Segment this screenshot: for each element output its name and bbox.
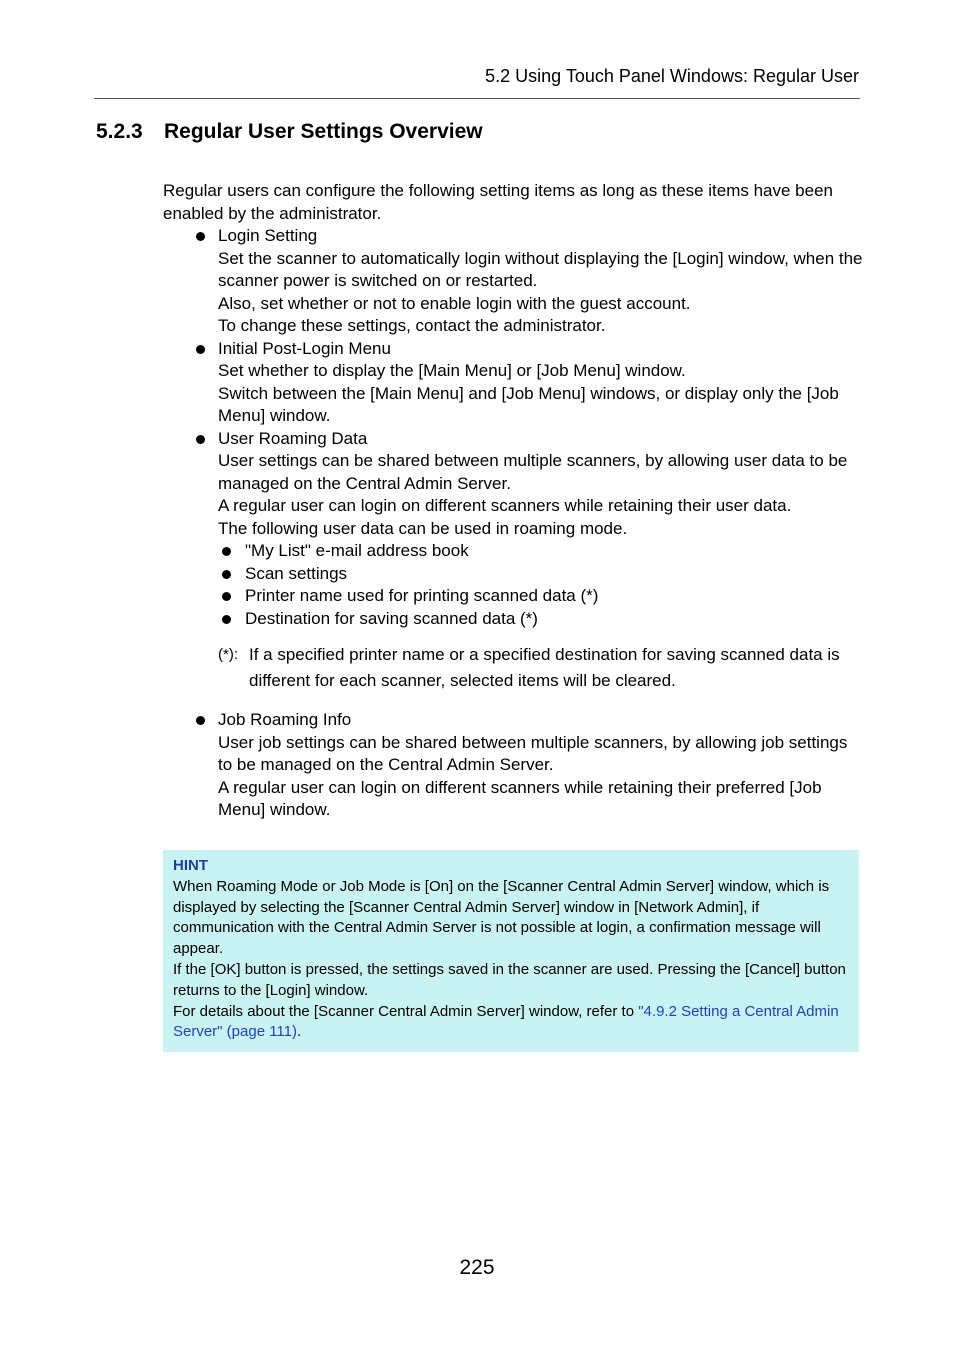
hint-box	[163, 850, 859, 1052]
bullet-icon	[222, 592, 231, 601]
section-heading	[96, 118, 483, 146]
settings-list	[163, 225, 863, 822]
item-title: Job Roaming Info	[218, 710, 352, 729]
section-title: Regular User Settings Overview	[164, 120, 483, 143]
hint-reference-suffix: .	[297, 1023, 302, 1041]
bullet-icon	[222, 547, 231, 556]
item-title: User Roaming Data	[218, 428, 368, 448]
item-paragraph: The following user data can be used in roaming mode.	[218, 518, 628, 538]
item-paragraph: User settings can be shared between multiple scanners, by allowing user data to be managed on the Central Admin Server.	[218, 451, 848, 493]
hint-reference-prefix: For details about the [Scanner Central Admin Server] window, refer to	[173, 1002, 639, 1020]
footnote-text: If a specified printer name or a specified destination for saving scanned data is different for each scanner, selected items will be cleared.	[249, 645, 840, 690]
sublist-item	[218, 585, 863, 608]
sublist-item	[218, 608, 863, 631]
item-paragraph: To change these settings, contact the administrator.	[218, 316, 606, 335]
hint-paragraph: When Roaming Mode or Job Mode is [On] on the [Scanner Central Admin Server] window, which is displayed by selecting the [Scanner Central Admin Server] window in [Network Admin], if communication with the Central Admin Server is not possible at login, a confirmation message will appear.	[173, 877, 830, 958]
bullet-icon	[196, 435, 205, 444]
item-paragraph: A regular user can login on different scanners while retaining their user data.	[218, 496, 792, 515]
hint-paragraph: If the [OK] button is pressed, the settings saved in the scanner are used. Pressing the [Cancel] button returns to the [Login] window.	[173, 960, 846, 999]
list-item-job-roaming-info	[163, 709, 863, 822]
list-item-login-setting	[163, 225, 863, 338]
item-paragraph: Set the scanner to automatically login without displaying the [Login] window, when the scanner power is switched on or restarted.	[218, 248, 863, 290]
item-title: Login Setting	[218, 226, 318, 245]
list-item-initial-post-login-menu	[163, 338, 863, 428]
bullet-icon	[222, 615, 231, 624]
section-number: 5.2.3	[96, 120, 143, 143]
roaming-data-sublist	[218, 540, 863, 630]
footnote	[218, 642, 863, 694]
bullet-icon	[222, 570, 231, 579]
reference-link[interactable]: "4.9.2 Setting a Central Admin Server" (page 111)	[173, 1002, 839, 1041]
item-title: Initial Post-Login Menu	[218, 338, 391, 358]
item-paragraph: Set whether to display the [Main Menu] or [Job Menu] window.	[218, 361, 686, 380]
list-item-user-roaming-data	[163, 428, 863, 695]
hint-reference	[173, 1002, 849, 1044]
sublist-item	[218, 540, 863, 563]
hint-title: HINT	[173, 857, 208, 874]
sublist-item	[218, 563, 863, 586]
sublist-item-text: Printer name used for printing scanned data (*)	[245, 586, 599, 605]
item-paragraph: A regular user can login on different scanners while retaining their preferred [Job Menu] window.	[218, 777, 822, 819]
header-divider	[94, 98, 860, 99]
intro-paragraph: Regular users can configure the following setting items as long as these items have been enabled by the administrator.	[163, 181, 833, 223]
item-paragraph: Also, set whether or not to enable login with the guest account.	[218, 293, 691, 313]
item-paragraph: Switch between the [Main Menu] and [Job Menu] windows, or display only the [Job Menu] window.	[218, 383, 839, 425]
bullet-icon	[196, 345, 205, 354]
running-header: 5.2 Using Touch Panel Windows: Regular User	[485, 66, 859, 86]
page-number: 225	[459, 1256, 495, 1279]
bullet-icon	[196, 232, 205, 241]
item-paragraph: User job settings can be shared between multiple scanners, by allowing job settings to be managed on the Central Admin Server.	[218, 732, 848, 774]
footnote-mark: (*):	[218, 646, 238, 663]
sublist-item-text: Destination for saving scanned data (*)	[245, 608, 538, 628]
body-content	[163, 180, 863, 822]
bullet-icon	[196, 716, 205, 725]
sublist-item-text: Scan settings	[245, 563, 348, 583]
sublist-item-text: "My List" e-mail address book	[245, 541, 469, 560]
